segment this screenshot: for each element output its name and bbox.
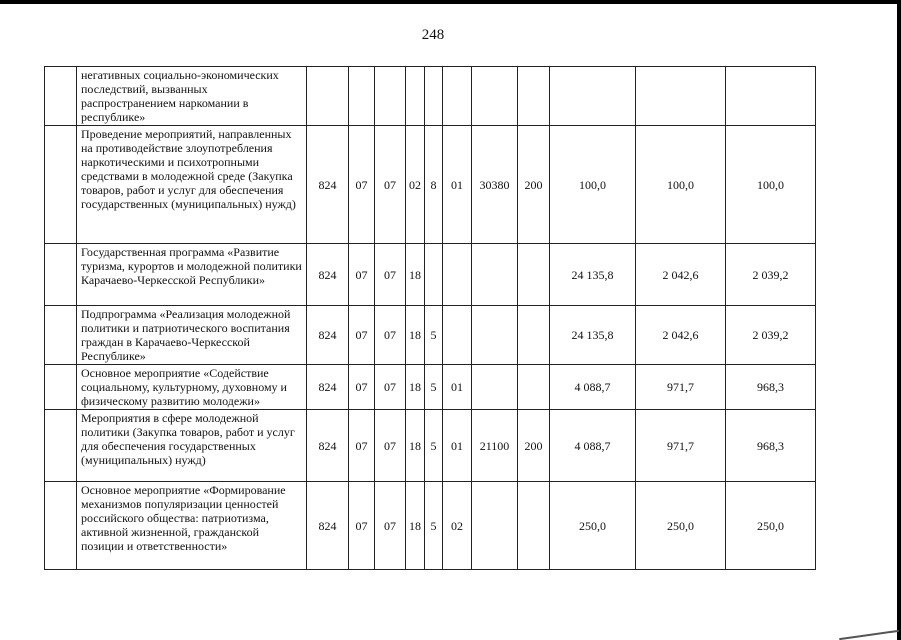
cell-index (45, 126, 77, 244)
cell-item-name: Государственная программа «Развитие туризма, курортов и молодежной политики Карачаево-Черкесской Республики» (77, 244, 307, 306)
cell-subsection: 07 (375, 410, 406, 482)
page-number: 248 (421, 27, 445, 43)
cell-grbs: 824 (307, 482, 349, 570)
cell-event-code (443, 244, 472, 306)
table-row (45, 306, 816, 365)
cell-section: 07 (349, 482, 375, 570)
cell-index (45, 244, 77, 306)
cell-amount-year1 (550, 67, 636, 126)
table-row (45, 126, 816, 244)
cell-subprogram-code (425, 67, 443, 126)
cell-expense-type (518, 306, 550, 365)
cell-subsection: 07 (375, 482, 406, 570)
cell-amount-year3 (726, 67, 816, 126)
cell-item-name: Проведение мероприятий, направленных на противодействие злоупотребления наркотическими и психотропными средствами в молодежной среде (Закупка товаров, работ и услуг для обеспечения государственных (муниципальных) нужд) (77, 126, 307, 244)
page-border-right (897, 0, 901, 640)
cell-grbs (307, 67, 349, 126)
page-border-top (0, 0, 901, 4)
cell-index (45, 67, 77, 126)
cell-program-code: 18 (406, 244, 425, 306)
table-body (45, 67, 816, 570)
cell-amount-year3: 2 039,2 (726, 244, 816, 306)
cell-amount-year1: 100,0 (550, 126, 636, 244)
cell-subprogram-code: 5 (425, 365, 443, 410)
cell-expense-type (518, 67, 550, 126)
cell-grbs: 824 (307, 365, 349, 410)
cell-amount-year2: 250,0 (636, 482, 726, 570)
cell-expense-type (518, 482, 550, 570)
cell-program-code: 18 (406, 410, 425, 482)
cell-subprogram-code: 5 (425, 306, 443, 365)
cell-event-code (443, 67, 472, 126)
table-row (45, 244, 816, 306)
cell-amount-year2: 2 042,6 (636, 244, 726, 306)
pen-mark (839, 630, 899, 640)
cell-direction-code (472, 306, 518, 365)
cell-subprogram-code: 8 (425, 126, 443, 244)
cell-amount-year1: 250,0 (550, 482, 636, 570)
cell-subprogram-code: 5 (425, 482, 443, 570)
cell-section: 07 (349, 365, 375, 410)
cell-item-name: Мероприятия в сфере молодежной политики (Закупка товаров, работ и услуг для обеспечения государственных (муниципальных) нужд) (77, 410, 307, 482)
cell-subsection: 07 (375, 306, 406, 365)
cell-expense-type (518, 244, 550, 306)
budget-table (44, 66, 816, 570)
cell-program-code: 18 (406, 482, 425, 570)
cell-program-code: 02 (406, 126, 425, 244)
cell-subsection (375, 67, 406, 126)
cell-program-code (406, 67, 425, 126)
cell-expense-type: 200 (518, 410, 550, 482)
cell-item-name: негативных социально-экономических последствий, вызванных распространением наркомании в республике» (77, 67, 307, 126)
cell-index (45, 410, 77, 482)
cell-grbs: 824 (307, 306, 349, 365)
table-row (45, 410, 816, 482)
cell-program-code: 18 (406, 306, 425, 365)
cell-amount-year2: 971,7 (636, 365, 726, 410)
cell-direction-code: 30380 (472, 126, 518, 244)
cell-subsection: 07 (375, 365, 406, 410)
cell-section: 07 (349, 306, 375, 365)
cell-index (45, 365, 77, 410)
cell-item-name: Основное мероприятие «Содействие социальному, культурному, духовному и физическому развитию молодежи» (77, 365, 307, 410)
cell-grbs: 824 (307, 244, 349, 306)
table-row (45, 67, 816, 126)
cell-item-name: Подпрограмма «Реализация молодежной политики и патриотического воспитания граждан в Карачаево-Черкесской Республике» (77, 306, 307, 365)
cell-section: 07 (349, 126, 375, 244)
cell-subsection: 07 (375, 244, 406, 306)
cell-index (45, 306, 77, 365)
cell-index (45, 482, 77, 570)
table-row (45, 482, 816, 570)
cell-direction-code: 21100 (472, 410, 518, 482)
cell-amount-year1: 24 135,8 (550, 244, 636, 306)
cell-item-name: Основное мероприятие «Формирование механизмов популяризации ценностей российского общества: патриотизма, активной жизненной, гражданской позиции и ответственности» (77, 482, 307, 570)
cell-event-code: 02 (443, 482, 472, 570)
cell-subprogram-code: 5 (425, 410, 443, 482)
cell-section: 07 (349, 410, 375, 482)
cell-section: 07 (349, 244, 375, 306)
cell-direction-code (472, 365, 518, 410)
cell-amount-year1: 4 088,7 (550, 365, 636, 410)
cell-event-code: 01 (443, 410, 472, 482)
cell-event-code: 01 (443, 365, 472, 410)
cell-direction-code (472, 244, 518, 306)
cell-grbs: 824 (307, 410, 349, 482)
cell-direction-code (472, 482, 518, 570)
cell-event-code: 01 (443, 126, 472, 244)
cell-section (349, 67, 375, 126)
cell-amount-year1: 4 088,7 (550, 410, 636, 482)
cell-subprogram-code (425, 244, 443, 306)
cell-amount-year3: 2 039,2 (726, 306, 816, 365)
cell-expense-type: 200 (518, 126, 550, 244)
cell-amount-year3: 968,3 (726, 410, 816, 482)
table-row (45, 365, 816, 410)
cell-direction-code (472, 67, 518, 126)
cell-amount-year3: 968,3 (726, 365, 816, 410)
cell-amount-year1: 24 135,8 (550, 306, 636, 365)
cell-amount-year3: 250,0 (726, 482, 816, 570)
cell-expense-type (518, 365, 550, 410)
cell-event-code (443, 306, 472, 365)
cell-amount-year3: 100,0 (726, 126, 816, 244)
cell-amount-year2: 100,0 (636, 126, 726, 244)
cell-subsection: 07 (375, 126, 406, 244)
cell-amount-year2: 2 042,6 (636, 306, 726, 365)
cell-program-code: 18 (406, 365, 425, 410)
cell-amount-year2: 971,7 (636, 410, 726, 482)
cell-amount-year2 (636, 67, 726, 126)
cell-grbs: 824 (307, 126, 349, 244)
